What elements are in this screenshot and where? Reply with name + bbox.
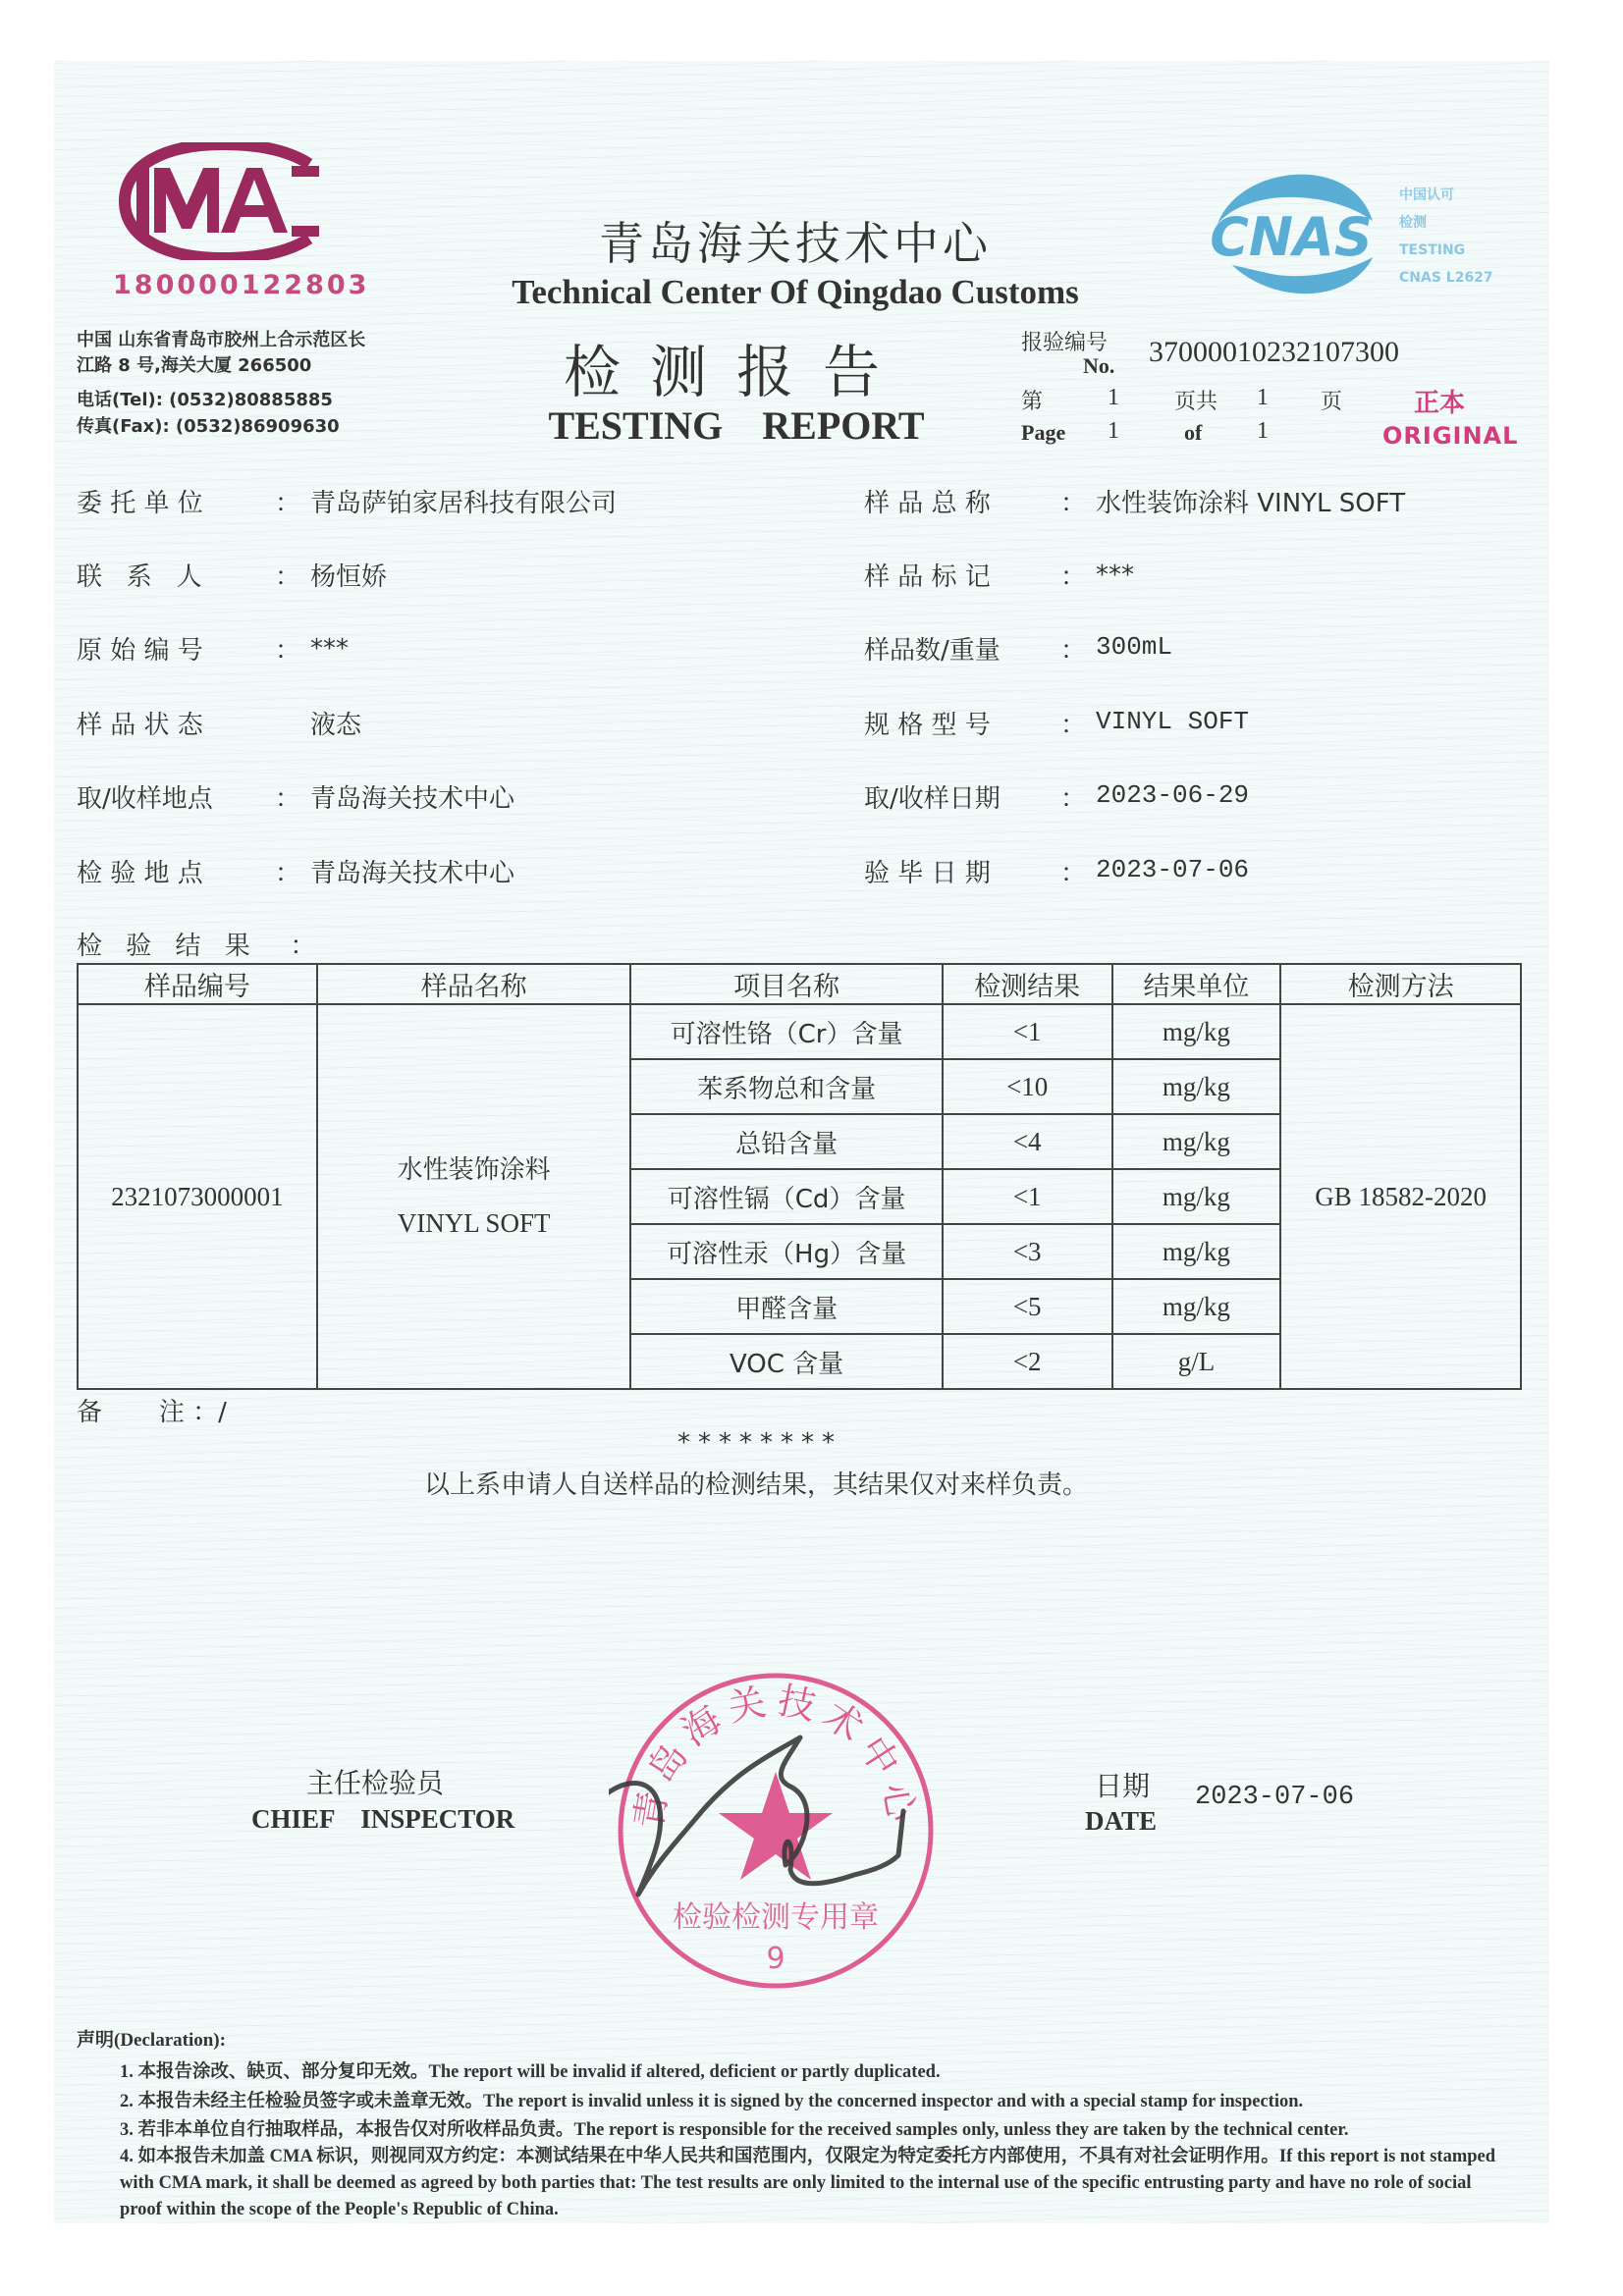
report-number: 37000010232107300 — [1149, 336, 1399, 368]
org-name-cn: 青岛海关技术中心 — [599, 217, 992, 270]
field-label: 样品数/重量 — [864, 636, 1001, 666]
separator-stars: ******** — [677, 1428, 842, 1458]
inspection-location: 青岛海关技术中心 — [310, 859, 515, 888]
item-name: 总铅含量 — [630, 1114, 943, 1169]
result-unit: mg/kg — [1112, 1279, 1281, 1334]
sample-name-en: VINYL SOFT — [397, 1208, 551, 1238]
signature-date: 2023-07-06 — [1195, 1783, 1355, 1812]
header-result: 检测结果 — [943, 964, 1112, 1004]
field-label: 取/收样日期 — [864, 784, 1001, 814]
client-name: 青岛萨铂家居科技有限公司 — [310, 489, 618, 518]
sample-name-cell — [317, 1004, 630, 1389]
result-value: <10 — [943, 1059, 1112, 1114]
field-colon: ： — [1060, 636, 1087, 666]
address-line-2: 江路 8 号,海关大厦 266500 — [77, 355, 312, 376]
declaration-item: 2. 本报告未经主任检验员签字或未盖章无效。The report is invalid unless it is signed by the concerned inspector and with a special stamp for inspection. — [120, 2092, 1304, 2111]
sample-general-name: 水性装饰涂料 VINYL SOFT — [1096, 489, 1406, 518]
report-no-label-en: No. — [1083, 353, 1115, 378]
svg-text:9: 9 — [766, 1942, 785, 1976]
official-seal-icon — [609, 1664, 943, 1998]
cma-logo-icon — [113, 142, 334, 260]
copy-stamp-en: ORIGINAL — [1382, 422, 1519, 450]
header-sample-name: 样品名称 — [317, 964, 630, 1004]
field-label: 验 毕 日 期 — [864, 859, 991, 888]
declaration-title: 声明(Declaration): — [77, 2030, 226, 2051]
method-cell: GB 18582-2020 — [1280, 1004, 1521, 1389]
specification-model: VINYL SOFT — [1096, 707, 1250, 736]
sample-name-cn: 水性装饰涂料 — [397, 1155, 551, 1185]
results-label: 检 验 结 果 ： — [77, 932, 324, 961]
field-label: 原 始 编 号 — [77, 636, 203, 666]
page-total-cn: 1 — [1257, 385, 1269, 410]
field-colon: ： — [1060, 711, 1087, 740]
result-unit: mg/kg — [1112, 1059, 1281, 1114]
result-unit: g/L — [1112, 1334, 1281, 1389]
cnas-logo-icon — [1198, 167, 1384, 314]
cnas-side-text: 中国认可 检测 TESTING CNAS L2627 — [1399, 187, 1493, 286]
contact-person: 杨恒娇 — [310, 562, 388, 592]
svg-text:青岛海关技术中心: 青岛海关技术中心 — [626, 1678, 925, 1833]
page-current-en: 1 — [1108, 418, 1119, 444]
report-no-label-cn: 报验编号 — [1021, 331, 1109, 355]
sample-mark: *** — [1096, 561, 1134, 590]
header-unit: 结果单位 — [1112, 964, 1281, 1004]
sample-number-cell: 2321073000001 — [78, 1004, 317, 1389]
declaration-item: 1. 本报告涂改、缺页、部分复印无效。The report will be invalid if altered, deficient or partly duplicated. — [120, 2062, 941, 2082]
declaration-item: 4. 如本报告未加盖 CMA 标识，则视同双方约定：本测试结果在中华人民共和国范围内，仅限定为特定委托方内部使用，不具有对社会证明作用。If this report is not stamped with CMA mark, it shall be deemed as agreed by both parties that: The test results are only limited to the internal use of the specific entrusting party and have no role of social proof within the scope of the People's Republic of China. — [120, 2147, 1496, 2219]
page-total-en: 1 — [1257, 418, 1269, 444]
result-value: <1 — [943, 1004, 1112, 1059]
page-label-ye: 页 — [1321, 390, 1343, 414]
result-unit: mg/kg — [1112, 1114, 1281, 1169]
copy-stamp-cn: 正本 — [1414, 389, 1466, 418]
result-value: <5 — [943, 1279, 1112, 1334]
results-table — [77, 963, 1522, 1390]
cma-number: 180000122803 — [113, 270, 370, 300]
sample-quantity: 300mL — [1096, 632, 1173, 662]
header-method: 检测方法 — [1280, 964, 1521, 1004]
page-of-en: of — [1184, 420, 1203, 445]
remark: 备 注 ：/ — [77, 1398, 227, 1427]
item-name: 甲醛含量 — [630, 1279, 943, 1334]
field-colon: ： — [275, 636, 301, 666]
sampling-location: 青岛海关技术中心 — [310, 784, 515, 814]
table-row — [78, 1004, 1521, 1059]
date-label-cn: 日期 — [1095, 1770, 1151, 1802]
result-value: <4 — [943, 1114, 1112, 1169]
chief-inspector-label-cn: 主任检验员 — [306, 1767, 445, 1799]
field-colon: ： — [1060, 562, 1087, 592]
item-name: VOC 含量 — [630, 1334, 943, 1389]
sample-state: 液态 — [310, 711, 362, 740]
field-label: 规 格 型 号 — [864, 711, 991, 740]
svg-text:检验检测专用章: 检验检测专用章 — [673, 1900, 879, 1935]
item-name: 苯系物总和含量 — [630, 1059, 943, 1114]
field-colon: ： — [1060, 784, 1087, 814]
svg-text:CNAS: CNAS — [1210, 206, 1373, 268]
page-current-cn: 1 — [1108, 385, 1119, 410]
report-title-cn: 检测报告 — [563, 339, 909, 405]
header-sample-no: 样品编号 — [78, 964, 317, 1004]
page-label-en: Page — [1021, 420, 1066, 445]
item-name: 可溶性镉（Cd）含量 — [630, 1169, 943, 1224]
field-colon: ： — [1060, 489, 1087, 518]
fax: 传真(Fax): (0532)86909630 — [77, 416, 340, 437]
field-label: 样 品 标 记 — [864, 562, 991, 592]
chief-inspector-label-en: CHIEF INSPECTOR — [251, 1804, 515, 1834]
disclaimer: 以上系申请人自送样品的检测结果，其结果仅对来样负责。 — [424, 1470, 1089, 1500]
field-label: 样 品 总 称 — [864, 489, 991, 518]
field-colon: ： — [1060, 859, 1087, 888]
completion-date: 2023-07-06 — [1096, 855, 1250, 884]
result-unit: mg/kg — [1112, 1004, 1281, 1059]
result-unit: mg/kg — [1112, 1224, 1281, 1279]
tel: 电话(Tel): (0532)80885885 — [77, 390, 333, 410]
field-label: 联 系 人 — [77, 562, 202, 592]
result-value: <2 — [943, 1334, 1112, 1389]
result-value: <1 — [943, 1169, 1112, 1224]
report-title-en: TESTING REPORT — [548, 403, 925, 448]
field-colon: ： — [275, 489, 301, 518]
address-line-1: 中国 山东省青岛市胶州上合示范区长 — [77, 330, 366, 350]
table-header-row — [78, 964, 1521, 1004]
item-name: 可溶性铬（Cr）含量 — [630, 1004, 943, 1059]
declaration-item: 3. 若非本单位自行抽取样品，本报告仅对所收样品负责。The report is responsible for the received samples only, unless they are taken by the technical center. — [120, 2120, 1349, 2140]
field-colon: ： — [275, 562, 301, 592]
org-name-en: Technical Center Of Qingdao Customs — [512, 273, 1079, 311]
header-item-name: 项目名称 — [630, 964, 943, 1004]
page-label-gong: 页共 — [1174, 390, 1218, 414]
sampling-date: 2023-06-29 — [1096, 780, 1250, 810]
field-label: 检 验 地 点 — [77, 859, 203, 888]
item-name: 可溶性汞（Hg）含量 — [630, 1224, 943, 1279]
field-colon: ： — [275, 784, 301, 814]
original-number: *** — [310, 634, 349, 664]
result-value: <3 — [943, 1224, 1112, 1279]
field-colon: ： — [275, 859, 301, 888]
field-label: 取/收样地点 — [77, 784, 213, 814]
field-label: 委 托 单 位 — [77, 489, 203, 518]
field-label: 样 品 状 态 — [77, 711, 203, 740]
result-unit: mg/kg — [1112, 1169, 1281, 1224]
date-label-en: DATE — [1085, 1806, 1158, 1836]
page-label-di: 第 — [1021, 390, 1044, 414]
